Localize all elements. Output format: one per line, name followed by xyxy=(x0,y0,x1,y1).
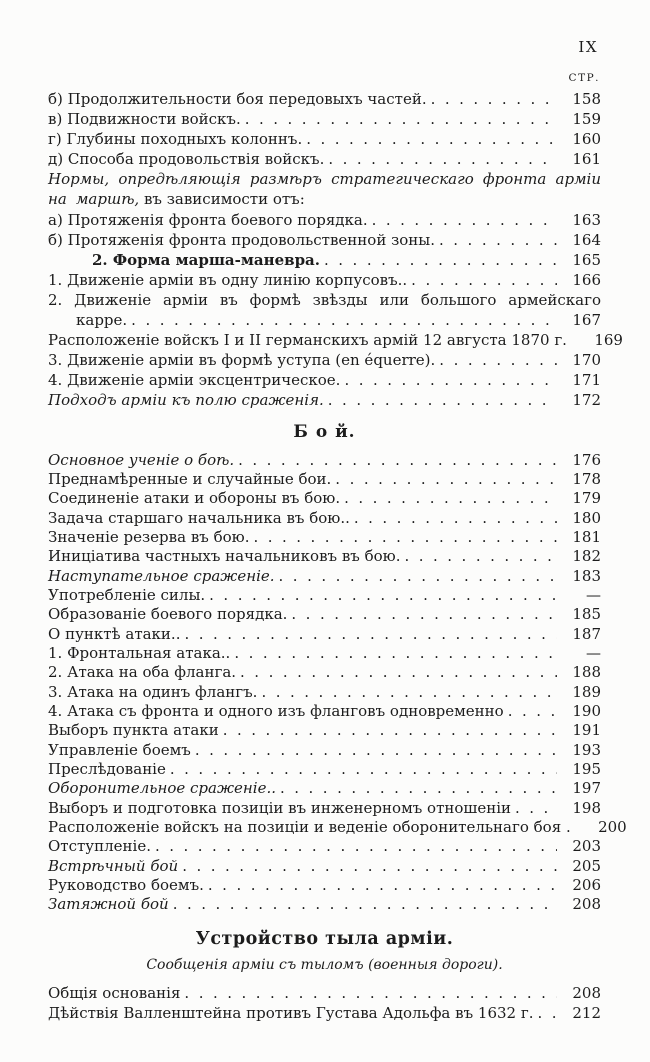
leader-dots xyxy=(169,895,557,914)
toc-entry-title: Наступательное сраженіе. xyxy=(48,566,275,585)
toc-entry-title: Общія основанія xyxy=(48,983,181,1002)
leader-dots xyxy=(435,350,557,370)
toc-entry xyxy=(48,779,601,798)
toc-section xyxy=(48,89,623,411)
toc-entry-title: Оборонительное сраженіе.. xyxy=(48,779,276,798)
toc-entry xyxy=(48,799,601,818)
toc-entry xyxy=(48,1003,601,1023)
toc-entry-title-run: маршѣ, xyxy=(76,190,140,209)
toc-entry-page: 164 xyxy=(572,230,601,249)
toc-entry xyxy=(48,983,601,1003)
toc-entry xyxy=(48,895,601,914)
toc-entry-title: 2. Форма марша-маневра. xyxy=(92,250,321,269)
toc-entry-title: 1. Движеніе арміи въ одну линію корпусовъ.. xyxy=(48,270,408,289)
leader-dots xyxy=(234,451,557,470)
leader-dots xyxy=(400,547,557,566)
toc-section xyxy=(48,450,627,915)
toc-entry-title: Подходъ арміи къ полю сраженія. xyxy=(48,391,324,410)
leader-dots xyxy=(567,330,579,350)
leader-dots xyxy=(204,876,557,895)
leader-dots xyxy=(571,818,583,837)
toc-section xyxy=(48,983,601,1023)
leader-dots xyxy=(331,470,557,489)
leader-dots xyxy=(340,489,557,508)
toc-entry xyxy=(48,489,601,508)
toc-entry-page: 166 xyxy=(572,270,601,289)
leader-dots xyxy=(151,837,557,856)
section-subheading: Сообщенія арміи съ тыломъ (военныя дороги). xyxy=(146,956,503,973)
toc-entry-title: Дѣйствія Валленштейна противъ Густава Адольфа въ 1632 г. xyxy=(48,1003,534,1022)
toc-entry-page: 179 xyxy=(572,489,601,508)
toc-entry-title: Значеніе резерва въ бою. xyxy=(48,527,250,546)
toc-entry-page: 203 xyxy=(572,837,601,856)
toc-entry-page: 187 xyxy=(572,624,601,643)
toc-entry-page: 165 xyxy=(572,250,601,269)
toc-entry-title: Выборъ и подготовка позиціи въ инженерномъ отношеніи xyxy=(48,798,512,817)
toc-entry-title: 2. Атака на оба фланга. xyxy=(48,663,237,682)
toc-entry-page: 208 xyxy=(572,895,601,914)
leader-dots xyxy=(276,779,557,798)
toc-entry-title: 3. Движеніе арміи въ формѣ уступа (en équerre). xyxy=(48,351,436,370)
toc-entry-title: карре. xyxy=(76,311,128,330)
toc-entry xyxy=(48,230,601,250)
toc-entry xyxy=(48,683,601,702)
toc-entry xyxy=(48,741,601,760)
leader-dots xyxy=(302,129,557,149)
leader-dots xyxy=(257,683,557,702)
toc-entry xyxy=(48,586,601,605)
folio-page-number: IX xyxy=(578,38,598,56)
toc-entry-page: 170 xyxy=(572,351,601,370)
toc-entry xyxy=(48,330,623,350)
toc-entry xyxy=(48,129,601,149)
toc-entry-title: Задача старшаго начальника въ бою.. xyxy=(48,508,350,527)
toc-entry-title: Выборъ пункта атаки xyxy=(48,721,219,740)
toc-entry-page: 206 xyxy=(572,876,601,895)
toc-entry xyxy=(48,818,627,837)
toc-entry-page: 167 xyxy=(572,311,601,330)
leader-dots xyxy=(340,370,557,390)
toc-entry-page: 178 xyxy=(572,469,601,488)
leader-dots xyxy=(350,509,557,528)
toc-entry xyxy=(48,370,601,390)
page-column-header: СТР. xyxy=(568,72,600,84)
toc-entry xyxy=(48,89,601,109)
toc-entry-title: Преднамѣренные и случайные бои. xyxy=(48,469,332,488)
leader-dots xyxy=(178,857,557,876)
toc-entry xyxy=(48,109,601,129)
toc-entry xyxy=(48,270,601,290)
toc-entry-title: Употребленіе силы. xyxy=(48,585,206,604)
leader-dots xyxy=(166,760,557,779)
leader-dots xyxy=(236,663,557,682)
toc-entry xyxy=(48,250,601,270)
toc-entry-title: Расположеніе войскъ на позиціи и веденіе оборонительнаго боя . xyxy=(48,818,571,837)
toc-entry xyxy=(48,189,601,209)
toc-entry xyxy=(48,567,601,586)
toc-entry xyxy=(48,470,601,489)
leader-dots xyxy=(249,528,557,547)
toc-entry-title: б) Продолжительности боя передовыхъ частей. xyxy=(48,90,427,108)
toc-entry xyxy=(48,837,601,856)
toc-entry-page: 159 xyxy=(572,110,601,129)
leader-dots xyxy=(533,1003,557,1023)
toc-entry-page: 195 xyxy=(572,760,601,778)
leader-dots xyxy=(205,586,557,605)
toc-entry-page: 171 xyxy=(572,371,601,390)
toc-entry xyxy=(48,390,601,410)
leader-dots xyxy=(435,230,557,250)
leader-dots xyxy=(180,625,557,644)
leader-dots xyxy=(324,149,557,169)
toc-entry-page: 190 xyxy=(572,701,601,720)
toc-entry-page: 189 xyxy=(572,682,601,701)
toc-entry-page: 182 xyxy=(572,547,601,566)
toc-entry-title: д) Способа продовольствія войскъ. xyxy=(48,150,325,169)
toc-entry-title: Преслѣдованіе xyxy=(48,760,166,778)
leader-dots xyxy=(241,109,557,129)
toc-entry xyxy=(48,547,601,566)
toc-entry-title: Встрѣчный бой xyxy=(48,856,179,875)
section-heading: Устройство тыла арміи. xyxy=(195,928,454,949)
toc-entry xyxy=(48,876,601,895)
toc-entry xyxy=(48,210,601,230)
toc-entry-title: Основное ученіе о боѣ. xyxy=(48,450,235,469)
toc-entry xyxy=(48,663,601,682)
leader-dots xyxy=(180,983,557,1003)
leader-dots xyxy=(427,89,557,109)
toc-entry-page: 169 xyxy=(594,331,623,350)
toc-entry-page: 172 xyxy=(572,391,601,410)
toc-entry-page: 197 xyxy=(572,779,601,798)
toc-entry-page: 191 xyxy=(572,721,601,740)
toc-entry-title-run: въ зависимости отъ: xyxy=(139,190,305,209)
toc-entry-page: 160 xyxy=(572,130,601,149)
toc-entry-title: 4. Движеніе арміи эксцентрическое. xyxy=(48,371,341,390)
toc-entry-title: 1. Фронтальная атака.. xyxy=(48,643,231,662)
toc-entry-title: в) Подвижности войскъ. xyxy=(48,110,241,129)
toc-entry xyxy=(48,310,601,330)
leader-dots xyxy=(407,270,557,290)
leader-dots xyxy=(275,567,557,586)
toc-entry-page: 208 xyxy=(572,983,601,1002)
leader-dots xyxy=(511,799,557,818)
toc-entry-title: 3. Атака на одинъ флангъ. xyxy=(48,682,258,701)
toc-entry-title: Соединеніе атаки и обороны въ бою. xyxy=(48,489,341,508)
toc-entry-page: 212 xyxy=(572,1003,601,1022)
toc-entry-title: Образованіе боевого порядка. xyxy=(48,605,288,624)
toc-entry-title: Руководство боемъ. xyxy=(48,876,204,895)
leader-dots xyxy=(191,741,557,760)
leader-dots xyxy=(127,310,557,330)
toc-entry xyxy=(48,721,601,740)
toc-entry-title: Отступленіе. xyxy=(48,837,151,856)
toc-entry xyxy=(48,644,601,663)
toc-entry-page: 161 xyxy=(572,150,601,169)
toc-entry-page: 185 xyxy=(572,605,601,624)
toc-entry-page: — xyxy=(586,643,601,662)
toc-entry-page: 180 xyxy=(572,508,601,527)
leader-dots xyxy=(230,644,557,663)
toc-entry-title: Расположеніе войскъ I и II германскихъ армій 12 августа 1870 г. xyxy=(48,331,567,350)
leader-dots xyxy=(320,250,557,270)
toc-entry-page: — xyxy=(586,585,601,604)
toc-entry xyxy=(48,290,601,310)
toc-entry xyxy=(48,857,601,876)
toc-entry-page: 188 xyxy=(572,663,601,682)
toc-entry-title: г) Глубины походныхъ колоннъ. xyxy=(48,130,303,149)
toc-entry-title: Управленіе боемъ xyxy=(48,740,191,759)
toc-entry xyxy=(48,625,601,644)
toc-entry-page: 183 xyxy=(572,566,601,585)
toc-entry-page: 176 xyxy=(572,450,601,469)
toc-entry-page: 205 xyxy=(572,856,601,875)
toc-entry xyxy=(48,702,601,721)
toc-entry xyxy=(48,350,601,370)
toc-entry-title: Затяжной бой xyxy=(48,895,169,914)
toc-entry-title: б) Протяженія фронта продовольственной зоны. xyxy=(48,230,436,249)
leader-dots xyxy=(368,210,557,230)
toc-entry-title: а) Протяженія фронта боевого порядка. xyxy=(48,210,368,229)
toc-entry-title-run: Нормы, опредѣляющія размѣръ стратегическаго фронта арміи на xyxy=(48,170,601,209)
toc-entry-title: 4. Атака съ фронта и одного изъ фланговъ одновременно xyxy=(48,701,504,720)
toc-entry-page: 158 xyxy=(572,90,601,108)
toc-entry-title: 2. Движеніе арміи въ формѣ звѣзды или большого армейскаго xyxy=(48,290,601,309)
leader-dots xyxy=(504,702,557,721)
toc-entry xyxy=(48,149,601,169)
toc-entry-title xyxy=(48,189,305,209)
leader-dots xyxy=(219,721,557,740)
toc-entry xyxy=(48,760,601,779)
table-of-contents xyxy=(48,72,627,1023)
toc-sections xyxy=(48,89,627,1023)
leader-dots xyxy=(324,390,557,410)
leader-dots xyxy=(287,605,557,624)
toc-entry xyxy=(48,605,601,624)
toc-entry-page: 193 xyxy=(572,740,601,759)
toc-entry-title: Иниціатива частныхъ начальниковъ въ бою. xyxy=(48,547,401,566)
toc-entry xyxy=(48,528,601,547)
toc-entry xyxy=(48,451,601,470)
toc-entry-page: 198 xyxy=(572,798,601,817)
section-heading: Б о й. xyxy=(293,421,356,442)
toc-entry xyxy=(48,509,601,528)
toc-entry-page: 181 xyxy=(572,527,601,546)
toc-entry-page: 163 xyxy=(572,210,601,229)
toc-entry-page: 200 xyxy=(598,818,627,837)
toc-entry-title: О пунктѣ атаки.. xyxy=(48,624,181,643)
